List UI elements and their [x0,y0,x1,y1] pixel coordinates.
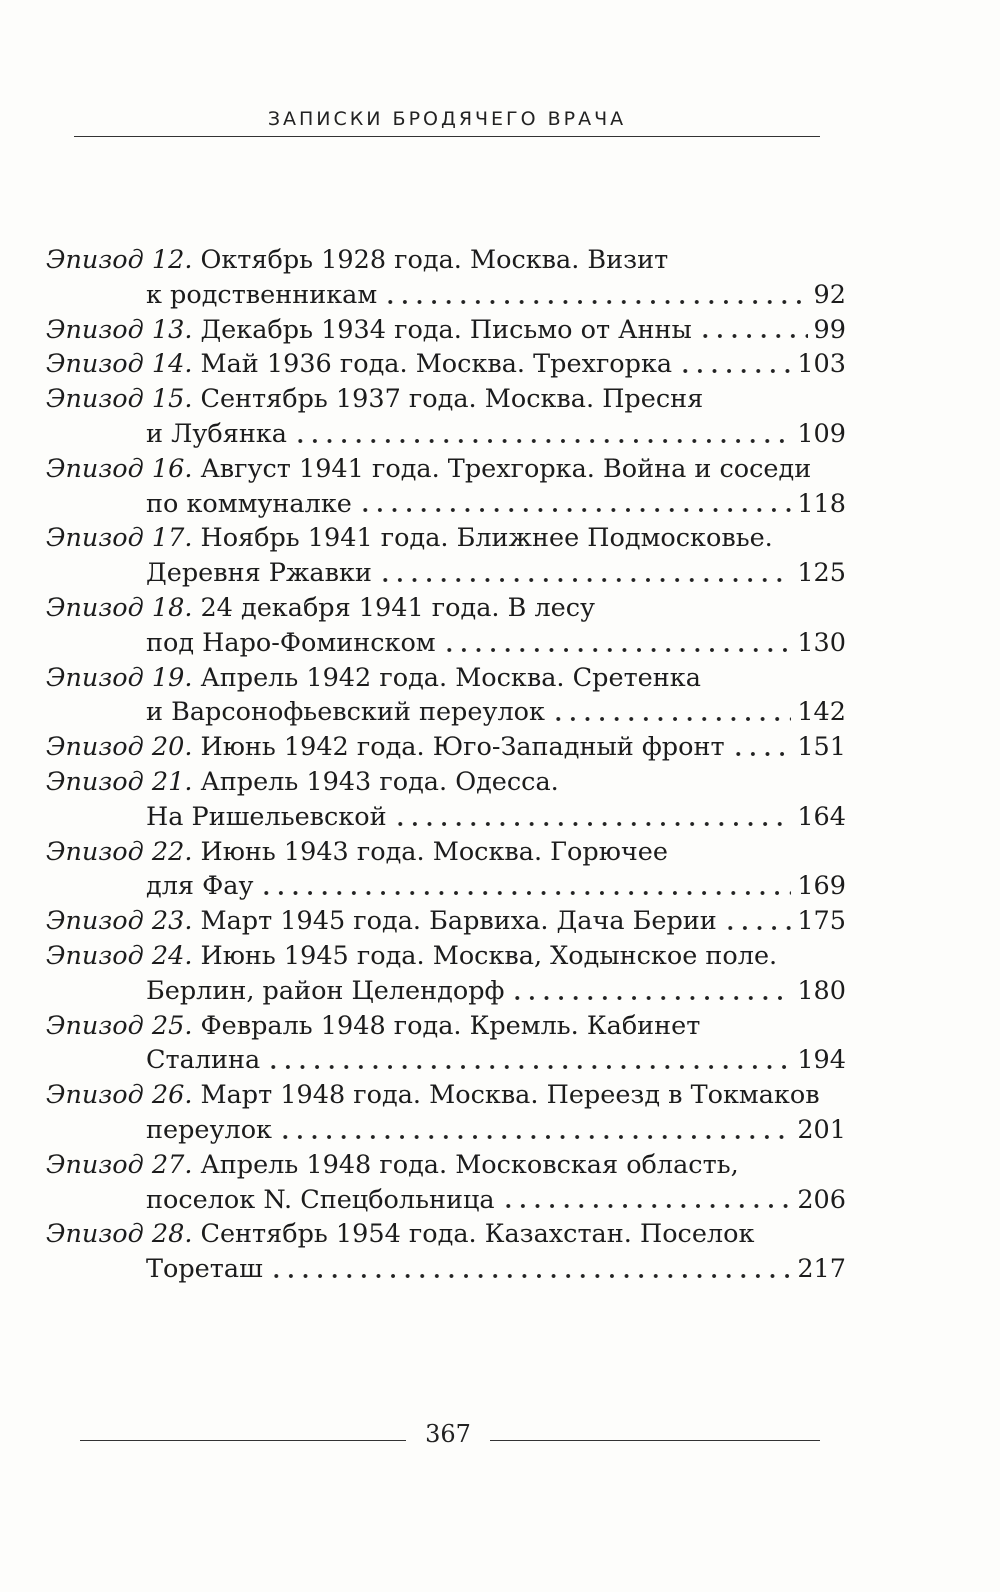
toc-line [46,417,846,452]
episode-title: Тореташ [146,1254,263,1285]
episode-number: Эпизод 13. [46,314,193,345]
episode-title: Июнь 1942 года. Юго-Западный фронт [200,732,725,763]
toc-line [46,835,846,870]
toc-entry [46,591,846,661]
episode-title: поселок N. Спецбольница [146,1184,495,1215]
toc-entry [46,1078,846,1148]
episode-title: Август 1941 года. Трехгорка. Война и соседи [200,453,812,484]
episode-number: Эпизод 19. [46,662,193,693]
toc-line [46,904,846,939]
toc-page-number: 99 [813,314,846,345]
episode-title: Ноябрь 1941 года. Ближнее Подмосковье. [200,523,773,554]
dot-leader [510,991,791,1001]
episode-number: Эпизод 15. [46,384,193,415]
page-number: 367 [425,1420,471,1448]
table-of-contents [46,243,846,1287]
toc-line [46,1252,846,1287]
toc-line [46,974,846,1009]
episode-number: Эпизод 24. [46,940,193,971]
dot-leader [259,886,791,896]
footer-rule-left [80,1440,406,1441]
toc-page-number: 142 [797,697,846,728]
dot-leader [731,747,792,757]
episode-title: переулок [146,1114,272,1145]
episode-number: Эпизод 21. [46,766,193,797]
toc-entry [46,765,846,835]
toc-page-number: 175 [797,906,846,937]
episode-title: Сентябрь 1937 года. Москва. Пресня [200,384,704,415]
episode-title: и Варсонофьевский переулок [146,697,545,728]
toc-line [46,278,846,313]
header-rule [74,136,820,137]
toc-entry [46,730,846,765]
toc-line [46,1148,846,1183]
toc-page-number: 151 [797,732,846,763]
episode-number: Эпизод 16. [46,453,193,484]
footer-rule-right [490,1440,820,1441]
episode-title: Сентябрь 1954 года. Казахстан. Поселок [200,1219,755,1250]
toc-line [46,1078,846,1113]
episode-number: Эпизод 26. [46,1080,193,1111]
toc-entry [46,243,846,313]
episode-title: Апрель 1942 года. Москва. Сретенка [200,662,701,693]
episode-title: для Фау [146,871,254,902]
episode-number: Эпизод 14. [46,349,193,380]
dot-leader [378,573,791,583]
toc-page-number: 130 [797,627,846,658]
episode-number: Эпизод 18. [46,592,193,623]
toc-entry [46,835,846,905]
episode-title: Июнь 1945 года. Москва, Ходынское поле. [200,940,778,971]
dot-leader [678,364,791,374]
toc-line [46,1009,846,1044]
episode-number: Эпизод 17. [46,523,193,554]
toc-page-number: 201 [797,1114,846,1145]
toc-line [46,521,846,556]
episode-title: Берлин, район Целендорф [146,975,505,1006]
episode-number: Эпизод 23. [46,906,193,937]
episode-title: Май 1936 года. Москва. Трехгорка [200,349,673,380]
episode-title: Март 1948 года. Москва. Переезд в Токмаков [200,1080,820,1111]
toc-entry [46,313,846,348]
toc-page-number: 109 [797,418,846,449]
episode-title: Апрель 1943 года. Одесса. [200,766,559,797]
running-header-title: ЗАПИСКИ БРОДЯЧЕГО ВРАЧА [267,108,627,130]
episode-title: 24 декабря 1941 года. В лесу [200,592,596,623]
toc-line [46,1217,846,1252]
dot-leader [266,1060,791,1070]
episode-title: Сталина [146,1045,261,1076]
dot-leader [551,712,791,722]
toc-page-number: 217 [797,1254,846,1285]
toc-page-number: 125 [797,558,846,589]
toc-page-number: 169 [797,871,846,902]
episode-title: Июнь 1943 года. Москва. Горючее [200,836,668,867]
page-footer [80,1420,820,1456]
toc-line [46,869,846,904]
episode-number: Эпизод 27. [46,1149,193,1180]
episode-title: Деревня Ржавки [146,558,372,589]
dot-leader [278,1130,791,1140]
episode-title: к родственникам [146,279,378,310]
dot-leader [723,921,792,931]
toc-line [46,626,846,661]
toc-line [46,800,846,835]
episode-title: и Лубянка [146,418,287,449]
toc-entry [46,1009,846,1079]
episode-number: Эпизод 22. [46,836,193,867]
dot-leader [383,295,807,305]
episode-number: Эпизод 25. [46,1010,193,1041]
toc-page-number: 118 [797,488,846,519]
toc-entry [46,1217,846,1287]
toc-entry [46,382,846,452]
dot-leader [393,817,792,827]
toc-entry [46,1148,846,1218]
toc-page-number: 164 [797,801,846,832]
episode-title: Март 1945 года. Барвиха. Дача Берии [200,906,717,937]
toc-line [46,939,846,974]
toc-line [46,1043,846,1078]
toc-line [46,765,846,800]
toc-line [46,347,846,382]
dot-leader [358,503,791,513]
episode-number: Эпизод 28. [46,1219,193,1250]
dot-leader [293,434,791,444]
toc-line [46,556,846,591]
episode-title: под Наро-Фоминском [146,627,436,658]
episode-title: Октябрь 1928 года. Москва. Визит [200,245,669,275]
toc-entry [46,452,846,522]
toc-line [46,591,846,626]
episode-title: Февраль 1948 года. Кремль. Кабинет [200,1010,701,1041]
toc-entry [46,904,846,939]
toc-line [46,661,846,696]
episode-title: Декабрь 1934 года. Письмо от Анны [200,314,692,345]
toc-entry [46,347,846,382]
toc-entry [46,661,846,731]
episode-title: На Ришельевской [146,801,387,832]
toc-page-number: 180 [797,975,846,1006]
episode-title: по коммуналке [146,488,352,519]
dot-leader [698,329,808,339]
dot-leader [442,643,792,653]
toc-page-number: 194 [797,1045,846,1076]
toc-line [46,487,846,522]
episode-title: Апрель 1948 года. Московская область, [200,1149,739,1180]
dot-leader [269,1269,792,1279]
toc-page-number: 206 [797,1184,846,1215]
toc-line [46,730,846,765]
toc-line [46,1183,846,1218]
toc-entry [46,939,846,1009]
toc-line [46,313,846,348]
toc-line [46,243,846,278]
running-header [74,108,820,130]
toc-page-number: 103 [797,349,846,380]
toc-line [46,695,846,730]
toc-line [46,1113,846,1148]
toc-entry [46,521,846,591]
toc-line [46,382,846,417]
toc-line [46,452,846,487]
episode-number: Эпизод 20. [46,732,193,763]
episode-number: Эпизод 12. [46,245,193,275]
toc-page-number: 92 [813,279,846,310]
dot-leader [501,1199,792,1209]
